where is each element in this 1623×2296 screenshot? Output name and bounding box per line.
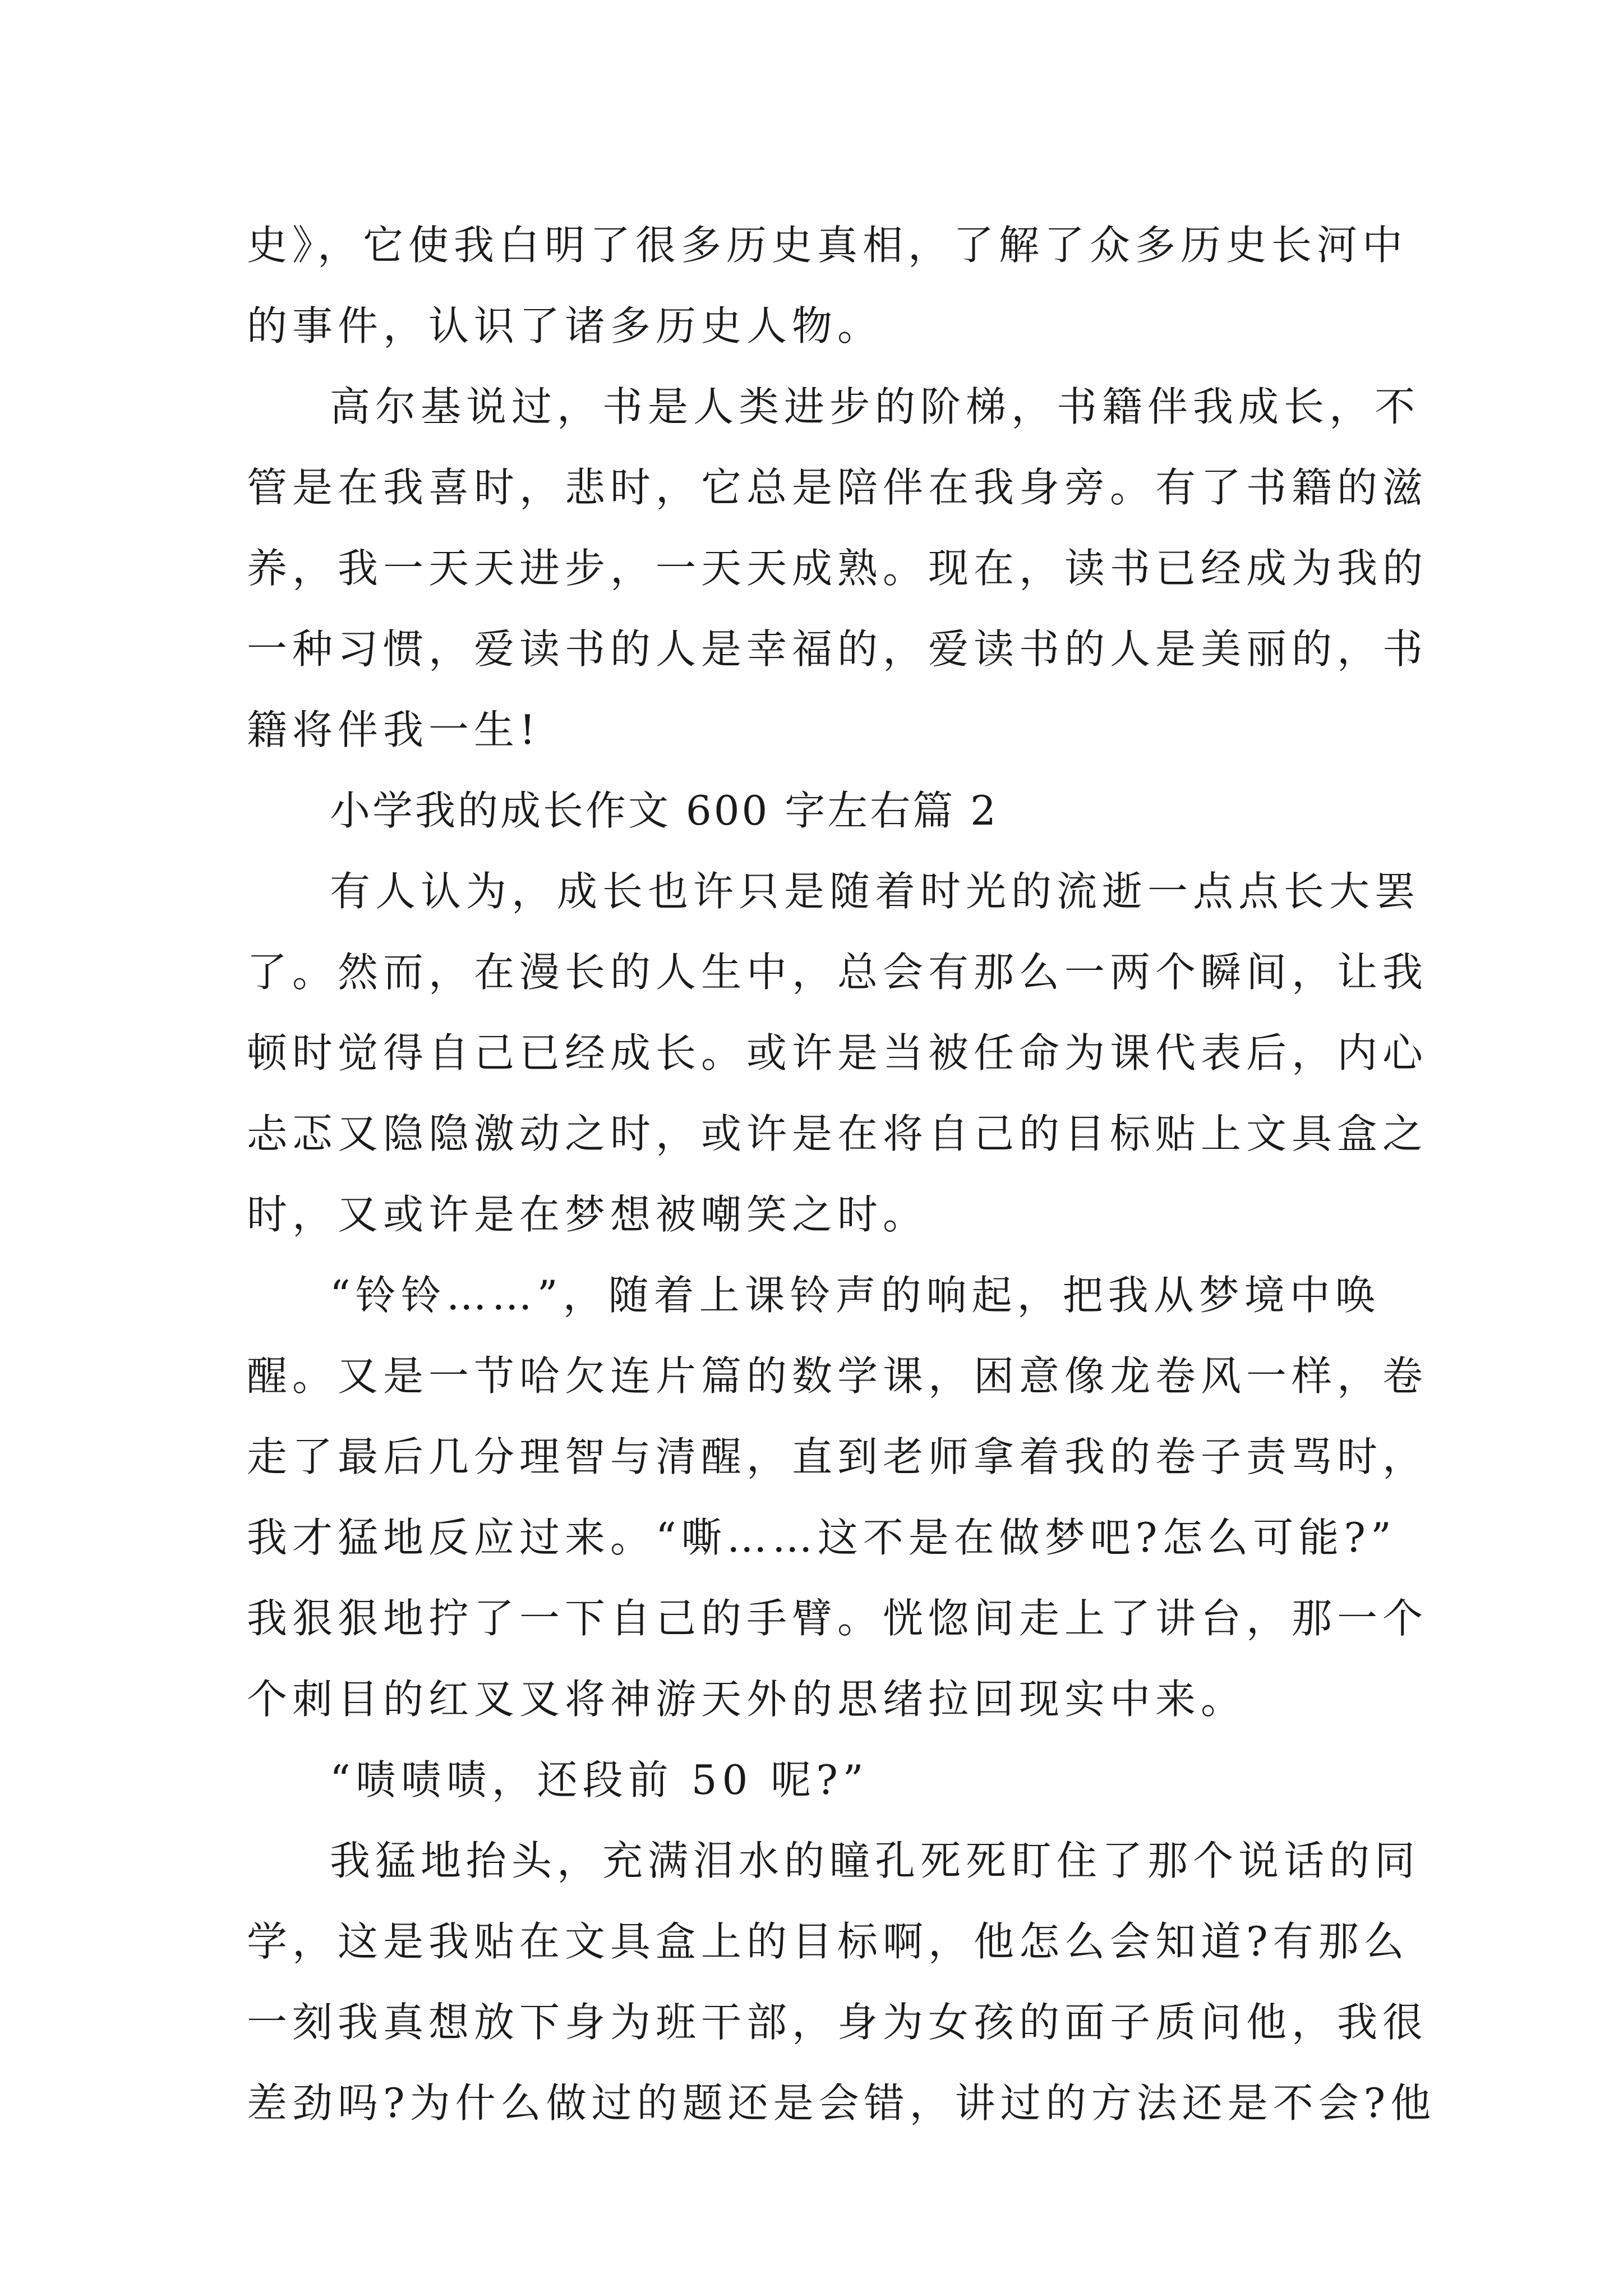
text-line: 一种习惯，爱读书的人是幸福的，爱读书的人是美丽的，书 bbox=[247, 625, 1428, 673]
paragraph-start-line: “铃铃……”，随着上课铃声的响起，把我从梦境中唤 bbox=[330, 1272, 1381, 1319]
text-line: 差劲吗?为什么做过的题还是会错，讲过的方法还是不会?他 bbox=[247, 2079, 1436, 2127]
paragraph-start-line: 高尔基说过，书是人类进步的阶梯，书籍伴我成长，不 bbox=[330, 383, 1421, 430]
text-line: 醒。又是一节哈欠连片篇的数学课，困意像龙卷风一样，卷 bbox=[247, 1352, 1428, 1400]
text-line: 史》，它使我白明了很多历史真相，了解了众多历史长河中 bbox=[247, 222, 1408, 269]
paragraph-start-line: 有人认为，成长也许只是随着时光的流逝一点点长大罢 bbox=[330, 868, 1421, 915]
text-line: 学，这是我贴在文具盒上的目标啊，他怎么会知道?有那么 bbox=[247, 1918, 1409, 1965]
text-line: 管是在我喜时，悲时，它总是陪伴在我身旁。有了书籍的滋 bbox=[247, 464, 1428, 511]
text-line: 我才猛地反应过来。“嘶……这不是在做梦吧?怎么可能?” bbox=[247, 1514, 1396, 1561]
document-body bbox=[247, 205, 1436, 2143]
text-line: 顿时觉得自己已经成长。或许是当被任命为课代表后，内心 bbox=[247, 1029, 1428, 1076]
text-line: 籍将伴我一生! bbox=[247, 706, 541, 753]
text-line: 走了最后几分理智与清醒，直到老师拿着我的卷子责骂时， bbox=[247, 1433, 1428, 1480]
text-line: 了。然而，在漫长的人生中，总会有那么一两个瞬间，让我 bbox=[247, 949, 1428, 996]
section-heading: 小学我的成长作文 600 字左右篇 2 bbox=[330, 787, 998, 834]
text-line: 我狠狠地拧了一下自己的手臂。恍惚间走上了讲台，那一个 bbox=[247, 1595, 1428, 1642]
text-line: 忐忑又隐隐激动之时，或许是在将自己的目标贴上文具盒之 bbox=[247, 1110, 1428, 1157]
paragraph-start-line: 我猛地抬头，充满泪水的瞳孔死死盯住了那个说话的同 bbox=[330, 1837, 1421, 1884]
text-line: 的事件，认识了诸多历史人物。 bbox=[247, 302, 883, 349]
text-line: 时，又或许是在梦想被嘲笑之时。 bbox=[247, 1191, 929, 1238]
paragraph-start-line: “啧啧啧，还段前 50 呢?” bbox=[330, 1756, 869, 1803]
text-line: 一刻我真想放下身为班干部，身为女孩的面子质问他，我很 bbox=[247, 1999, 1428, 2046]
text-line: 养，我一天天进步，一天天成熟。现在，读书已经成为我的 bbox=[247, 545, 1428, 592]
text-line: 个刺目的红叉叉将神游天外的思绪拉回现实中来。 bbox=[247, 1676, 1247, 1723]
